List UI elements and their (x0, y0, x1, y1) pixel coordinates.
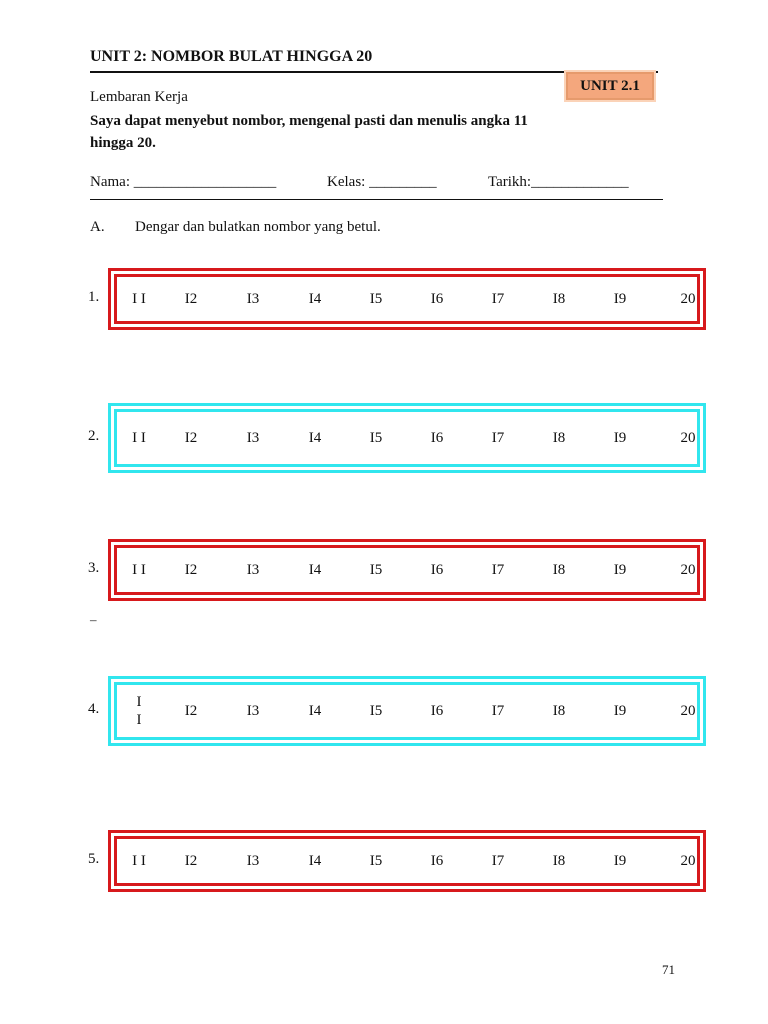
date-field[interactable]: Tarikh:_____________ (488, 174, 629, 190)
number-option[interactable]: 20 (680, 853, 696, 869)
number-row-inner (114, 836, 700, 886)
number-row-inner (114, 409, 700, 467)
number-row-inner (114, 545, 700, 595)
number-option[interactable]: I2 (184, 562, 198, 578)
number-option[interactable]: I4 (308, 430, 322, 446)
number-option[interactable]: I5 (369, 853, 383, 869)
class-field[interactable]: Kelas: _________ (327, 174, 437, 190)
number-option[interactable]: I6 (430, 562, 444, 578)
number-option[interactable]: 20 (680, 703, 696, 719)
learning-objective: Saya dapat menyebut nombor, mengenal pasti dan menulis angka 11 hingga 20. (90, 113, 528, 151)
number-option[interactable]: I4 (308, 562, 322, 578)
number-option[interactable]: I3 (246, 291, 260, 307)
number-option[interactable]: I I (132, 291, 146, 307)
number-row-box (108, 403, 706, 473)
unit-title: UNIT 2: NOMBOR BULAT HINGGA 20 (90, 48, 373, 65)
number-option[interactable]: I9 (613, 562, 627, 578)
number-option[interactable]: I6 (430, 853, 444, 869)
number-option[interactable]: I3 (246, 853, 260, 869)
number-option[interactable]: I9 (613, 703, 627, 719)
section-instruction: Dengar dan bulatkan nombor yang betul. (135, 219, 381, 235)
number-option[interactable]: I6 (430, 430, 444, 446)
unit-badge: UNIT 2.1 (566, 72, 654, 100)
number-option[interactable]: I9 (613, 853, 627, 869)
number-option[interactable]: I I (136, 694, 142, 728)
number-option[interactable]: I I (132, 853, 146, 869)
number-option[interactable]: I5 (369, 291, 383, 307)
stray-mark: – (90, 612, 97, 627)
number-option[interactable]: 20 (680, 430, 696, 446)
number-row-box (108, 539, 706, 601)
fields-divider (90, 199, 663, 200)
number-option[interactable]: I6 (430, 703, 444, 719)
row-number: 1. (88, 289, 100, 305)
number-option[interactable]: I7 (491, 853, 505, 869)
worksheet-label: Lembaran Kerja (90, 89, 188, 105)
number-row-box (108, 830, 706, 892)
number-option[interactable]: I4 (308, 703, 322, 719)
page-number: 71 (662, 962, 675, 977)
number-option[interactable]: I8 (552, 291, 566, 307)
number-option[interactable]: I3 (246, 430, 260, 446)
number-row-box (108, 268, 706, 330)
name-field[interactable]: Nama: ___________________ (90, 174, 277, 190)
number-option[interactable]: I5 (369, 703, 383, 719)
row-number: 5. (88, 851, 100, 867)
number-option[interactable]: I7 (491, 291, 505, 307)
row-number: 3. (88, 560, 100, 576)
number-option[interactable]: I2 (184, 430, 198, 446)
number-row-inner (114, 682, 700, 740)
number-option[interactable]: I9 (613, 430, 627, 446)
number-row-inner (114, 274, 700, 324)
number-option[interactable]: I7 (491, 703, 505, 719)
number-option[interactable]: I2 (184, 703, 198, 719)
number-option[interactable]: I7 (491, 562, 505, 578)
number-option[interactable]: I2 (184, 853, 198, 869)
number-option[interactable]: I5 (369, 430, 383, 446)
number-option[interactable]: I8 (552, 562, 566, 578)
row-number: 4. (88, 701, 100, 717)
number-option[interactable]: I8 (552, 853, 566, 869)
number-option[interactable]: 20 (680, 291, 696, 307)
number-row-box (108, 676, 706, 746)
number-option[interactable]: I3 (246, 703, 260, 719)
section-letter: A. (90, 219, 105, 235)
number-option[interactable]: I4 (308, 291, 322, 307)
number-option[interactable]: I2 (184, 291, 198, 307)
number-option[interactable]: I I (132, 562, 146, 578)
number-option[interactable]: I5 (369, 562, 383, 578)
number-option[interactable]: I9 (613, 291, 627, 307)
number-option[interactable]: I8 (552, 703, 566, 719)
number-option[interactable]: I I (132, 430, 146, 446)
number-option[interactable]: I8 (552, 430, 566, 446)
number-option[interactable]: I4 (308, 853, 322, 869)
number-option[interactable]: I7 (491, 430, 505, 446)
row-number: 2. (88, 428, 100, 444)
number-option[interactable]: I3 (246, 562, 260, 578)
number-option[interactable]: 20 (680, 562, 696, 578)
number-option[interactable]: I6 (430, 291, 444, 307)
